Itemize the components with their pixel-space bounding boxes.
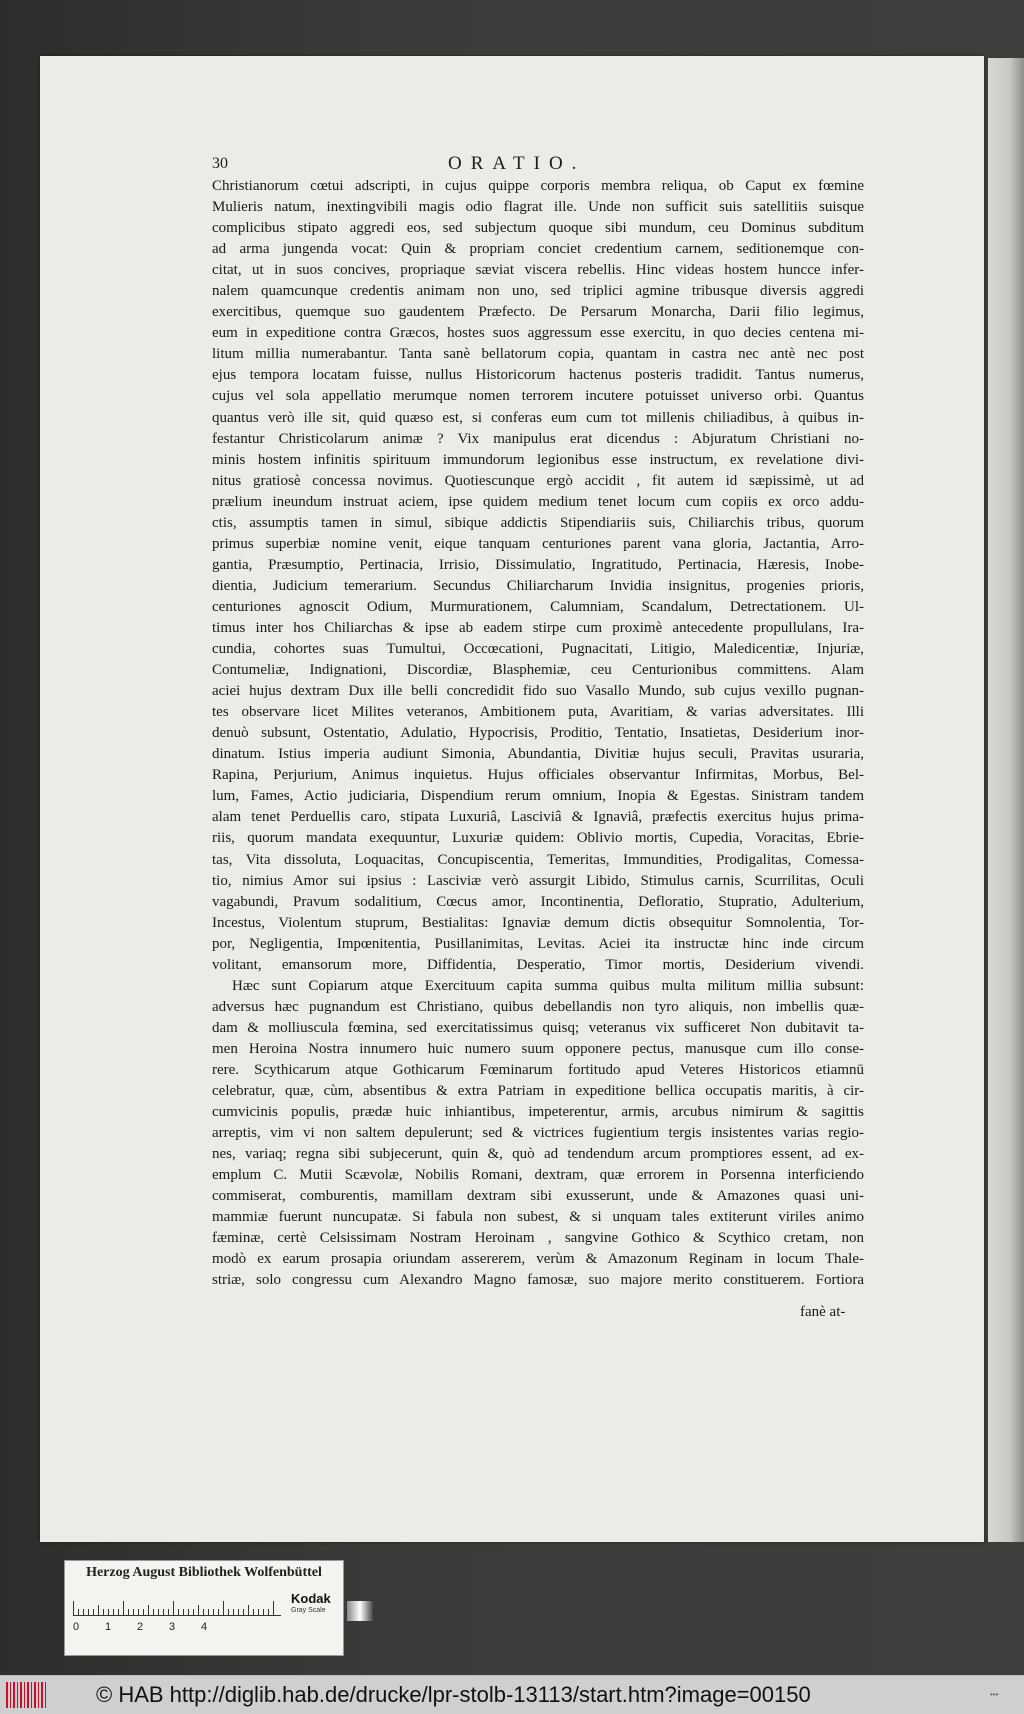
text-line: striæ, solo congressu cum Alexandro Magno famosæ, suo majore merito constituerem. Fortiora bbox=[212, 1272, 864, 1289]
text-line: riis, quorum mandata exequuntur, Luxuriæ quidem: Oblivio mortis, Cupedia, Voracitas, Ebrie- bbox=[212, 830, 864, 847]
ruler-tick bbox=[78, 1609, 79, 1615]
ruler-tick bbox=[108, 1609, 109, 1615]
text-line: nalem quamcunque credentis animam non uno, sed triplici agmine tribusque diversis aggredi bbox=[212, 283, 864, 300]
colorbar-title: Herzog August Bibliothek Wolfenbüttel bbox=[86, 1565, 322, 1580]
ruler-tick bbox=[198, 1605, 199, 1615]
ruler-tick bbox=[203, 1609, 204, 1615]
ruler-tick bbox=[93, 1609, 94, 1615]
kodak-brand: Kodak bbox=[291, 1591, 331, 1606]
text-line: por, Negligentia, Impœnitentia, Pusillanimitas, Levitas. Aciei ita instructæ hinc inde circum bbox=[212, 935, 864, 952]
text-line: Christianorum cœtui adscripti, in cujus quippe corporis membra reliqua, ob Caput ex fœmine bbox=[212, 178, 864, 194]
running-title: ORATIO. bbox=[448, 153, 586, 174]
ruler-tick bbox=[143, 1609, 144, 1615]
ruler-tick bbox=[113, 1609, 114, 1615]
grayscale-label: Gray Scale bbox=[291, 1607, 326, 1614]
ruler-number: 1 bbox=[105, 1621, 112, 1633]
text-line: timus inter hos Chiliarchas & ipse ab eadem stirpe cum proximè antecedente propullulans, Ira- bbox=[212, 619, 864, 636]
text-line: adversus hæc pugnandum est Christiano, quibus debellandis non tyro aliquis, non imbellis quæ- bbox=[212, 998, 864, 1015]
text-line: tio, nimius Amor sui ipsius : Lasciviæ verò assurgit Libido, Stimulus carnis, Scurrilitas, Oculi bbox=[212, 872, 864, 889]
footer-bar bbox=[0, 1675, 1024, 1714]
gray-swatch bbox=[347, 1601, 373, 1621]
text-line: Rapina, Perjurium, Animus inquietus. Hujus officiales observantur Infirmitas, Morbus, Bel- bbox=[212, 767, 864, 784]
text-line: arreptis, vim vi non saltem depulerunt; sed & victrices fugientium tergis insistentes varias regio- bbox=[212, 1125, 864, 1142]
text-line: primus superbiæ nomine venit, eique tanquam centuriones parent vana gloria, Jactantia, Arro- bbox=[212, 535, 864, 552]
text-line: vagabundi, Pravum sodalitium, Cœcus amor, Incontinentia, Defloratio, Stupratio, Adulterium, bbox=[212, 893, 864, 910]
footer-url[interactable]: © HAB http://diglib.hab.de/drucke/lpr-stolb-13113/start.htm?image=00150 bbox=[96, 1682, 811, 1707]
text-line: modò ex earum prosapia oriundam assererem, verùm & Amazonum Reginam in locum Thale- bbox=[212, 1251, 864, 1268]
text-line: ctis, assumptis tamen in simul, sibique addictis Stipendiariis suis, Chiliarchis tribus, quorum bbox=[212, 514, 864, 531]
ruler-tick bbox=[178, 1609, 179, 1615]
text-line: rere. Scythicarum atque Gothicarum Fœminarum fortitudo apud Veteres Historicos etiamnū bbox=[212, 1061, 864, 1078]
page-header bbox=[212, 155, 852, 177]
text-line: volitant, emansorum more, Diffidentia, Desperatio, Timor mortis, Desiderium vivendi. bbox=[212, 956, 864, 973]
ruler-tick bbox=[123, 1601, 124, 1615]
text-line: dientia, Judicium temerarium. Secundus Chiliarcharum Invidia insignitus, progenies prioris, bbox=[212, 577, 864, 594]
ruler-tick bbox=[228, 1609, 229, 1615]
text-line: litum millia numerabantur. Tanta sanè bellatorum copia, quantam in castra nec antè nec post bbox=[212, 346, 864, 363]
ruler-tick bbox=[223, 1601, 224, 1615]
text-line: centuriones agnoscit Odium, Murmurationem, Calumniam, Scandalum, Detrectationem. Ul- bbox=[212, 598, 864, 615]
ruler-number: 4 bbox=[201, 1621, 208, 1633]
ruler-tick bbox=[88, 1609, 89, 1615]
ruler-tick bbox=[168, 1609, 169, 1615]
text-line: emplum C. Mutii Scævolæ, Nobilis Romani, dextram, quæ errorem in Porsenna interficiendo bbox=[212, 1167, 864, 1184]
page-number: 30 bbox=[212, 155, 228, 172]
ruler-tick bbox=[263, 1609, 264, 1615]
text-line: nitus gratiosè concessa novimus. Quotiescunque ergò accidit , fit autem id sæpissimè, ut ad bbox=[212, 472, 864, 489]
text-line: men Heroina Nostra innumero huic numero suum opponere pectus, manusque cum illo conse- bbox=[212, 1040, 864, 1057]
text-line: festantur Christicolarum animæ ? Vix manipulus erat dicendus : Abjuratum Christiani no- bbox=[212, 430, 864, 447]
catchword: fanè at- bbox=[800, 1304, 846, 1320]
ruler-tick bbox=[163, 1609, 164, 1615]
ruler-tick bbox=[173, 1601, 174, 1615]
ruler-tick bbox=[133, 1609, 134, 1615]
ruler-tick bbox=[243, 1609, 244, 1615]
footer-mark: ••• bbox=[990, 1690, 999, 1699]
text-line: ad arma jungenda vocat: Quin & propriam conciet credentium carnem, seditionemque con- bbox=[212, 241, 864, 258]
text-line: tas, Vita dissoluta, Loquacitas, Concupiscentia, Temeritas, Immundities, Prodigalitas, Comessa- bbox=[212, 851, 864, 868]
text-line: tes observare licet Milites veteranos, Ambitionem puta, Avaritiam, & varias adversitates. Illi bbox=[212, 704, 864, 721]
ruler-number: 2 bbox=[137, 1621, 144, 1633]
text-line: dam & molliuscula fœmina, sed exercitatissimus quisq; veteranus vix sufficeret Non dubitavit ta- bbox=[212, 1019, 864, 1036]
color-bar bbox=[64, 1560, 344, 1656]
ruler-tick bbox=[73, 1601, 74, 1615]
hab-logo-icon bbox=[6, 1682, 46, 1708]
text-line: Hæc sunt Copiarum atque Exercituum capita summa quibus multa militum millia subsunt: bbox=[232, 977, 864, 994]
text-line: alam tenet Perduellis caro, stipata Luxuriâ, Lasciviâ & Ignaviâ, præfectis exercitus hujus prima- bbox=[212, 809, 864, 826]
ruler-number: 0 bbox=[73, 1621, 80, 1633]
text-line: prælium ineundum instruat aciem, ipse quidem medium tenet locum cum copiis ex orco addu- bbox=[212, 493, 864, 510]
ruler-tick bbox=[148, 1605, 149, 1615]
text-line: Incestus, Violentum stuprum, Bestialitas: Ignaviæ demum dictis obsequitur Somnolentia, Tor- bbox=[212, 914, 864, 931]
ruler-tick bbox=[268, 1609, 269, 1615]
text-line: cundia, cohortes suas Tumultui, Occœcationi, Pugnacitati, Litigio, Maledicentiæ, Injuriæ, bbox=[212, 641, 864, 658]
text-line: complicibus stipato aggredi eos, sed subjectum quoque sibi mundum, ceu Dominus subditum bbox=[212, 220, 864, 237]
ruler-tick bbox=[193, 1609, 194, 1615]
text-line: exercitibus, quemque suo gaudentem Præfecto. De Persarum Monarcha, Darii filio legimus, bbox=[212, 304, 864, 321]
ruler-tick bbox=[248, 1605, 249, 1615]
ruler-number: 3 bbox=[169, 1621, 176, 1633]
text-line: Mulieris natum, inextingvibili magis odio flagrat ille. Unde non sufficit suis satellitiis suisque bbox=[212, 199, 864, 216]
page-edge bbox=[988, 58, 1024, 1542]
ruler-tick bbox=[138, 1609, 139, 1615]
text-line: celebratur, quæ, cùm, absentibus & extra Patriam in expeditione bellica occupatis maritis, à cir- bbox=[212, 1083, 864, 1100]
ruler-tick bbox=[258, 1609, 259, 1615]
text-line: denuò subsunt, Ostentatio, Adulatio, Hypocrisis, Proditio, Tentatio, Insatietas, Desiderium inor- bbox=[212, 725, 864, 742]
ruler-tick bbox=[253, 1609, 254, 1615]
text-line: aciei hujus dextram Dux ille belli concredidit fido suo Vasallo Mundo, sub cujus vexillo pugnan- bbox=[212, 683, 864, 700]
ruler-tick bbox=[153, 1609, 154, 1615]
text-line: gantia, Præsumptio, Pertinacia, Irrisio, Dissimulatio, Ingratitudo, Pertinacia, Hæresis, Inobe- bbox=[212, 556, 864, 573]
ruler-tick bbox=[83, 1609, 84, 1615]
ruler-tick bbox=[98, 1605, 99, 1615]
text-line: Contumeliæ, Indignationi, Discordiæ, Blasphemiæ, ceu Centurionibus committens. Alam bbox=[212, 662, 864, 679]
text-line: minis hostem infinitis spirituum immundorum legionibus esse instructum, ex revelatione divi- bbox=[212, 451, 864, 468]
ruler-tick bbox=[188, 1609, 189, 1615]
ruler-tick bbox=[118, 1609, 119, 1615]
ruler-tick bbox=[273, 1601, 274, 1615]
ruler-tick bbox=[213, 1609, 214, 1615]
text-line: quantus verò ille sit, quid quæso est, si conferas eum cum tot millenis chiliadibus, à quibus in- bbox=[212, 409, 864, 426]
ruler-tick bbox=[233, 1609, 234, 1615]
ruler-tick bbox=[103, 1609, 104, 1615]
text-line: cumvicinis populis, prædæ huic inhiantibus, impeterentur, armis, arcubus nimirum & sagittis bbox=[212, 1104, 864, 1121]
ruler-tick bbox=[183, 1609, 184, 1615]
text-line: eum in expeditione contra Græcos, hostes suos aggressum esse exercitu, in quo decies centena mi- bbox=[212, 325, 864, 342]
text-line: citat, ut in suos concives, propriaque sæviat viscera rebellis. Hinc videas hostem huncce infer- bbox=[212, 262, 864, 279]
ruler-tick bbox=[218, 1609, 219, 1615]
scale-ruler bbox=[73, 1591, 281, 1616]
ruler-tick bbox=[238, 1609, 239, 1615]
text-line: lum, Fames, Actio judiciaria, Dispendium rerum omnium, Inopia & Egestas. Sinistram tandem bbox=[212, 788, 864, 805]
ruler-tick bbox=[128, 1609, 129, 1615]
text-line: cujus vel sola appellatio merumque nomen terrorem incutere potuisset universo orbi. Quantus bbox=[212, 388, 864, 405]
ruler-tick bbox=[158, 1609, 159, 1615]
text-line: commiserat, comburentis, mamillam dextram sibi exusserunt, unde & Amazones quasi uni- bbox=[212, 1188, 864, 1205]
ruler-tick bbox=[208, 1609, 209, 1615]
body-text bbox=[212, 176, 864, 1291]
text-line: nes, variaq; regna sibi subjecerunt, quin &, quò ad tendendum arcum promptiores essent, ad ex- bbox=[212, 1146, 864, 1163]
text-line: ejus tempora locatam fuisse, nullus Historicorum hactenus posteris tradidit. Tantus numerus, bbox=[212, 367, 864, 384]
text-line: mammiæ fuerunt nuncupatæ. Si fabula non subest, & si unquam tales extiterunt viriles animo bbox=[212, 1209, 864, 1226]
text-line: fæminæ, certè Celsissimam Nostram Heroinam , sangvine Gothico & Scythico cretam, non bbox=[212, 1230, 864, 1247]
text-line: dinatum. Istius imperia audiunt Simonia, Abundantia, Divitiæ hujus seculi, Pravitas usuraria, bbox=[212, 746, 864, 763]
